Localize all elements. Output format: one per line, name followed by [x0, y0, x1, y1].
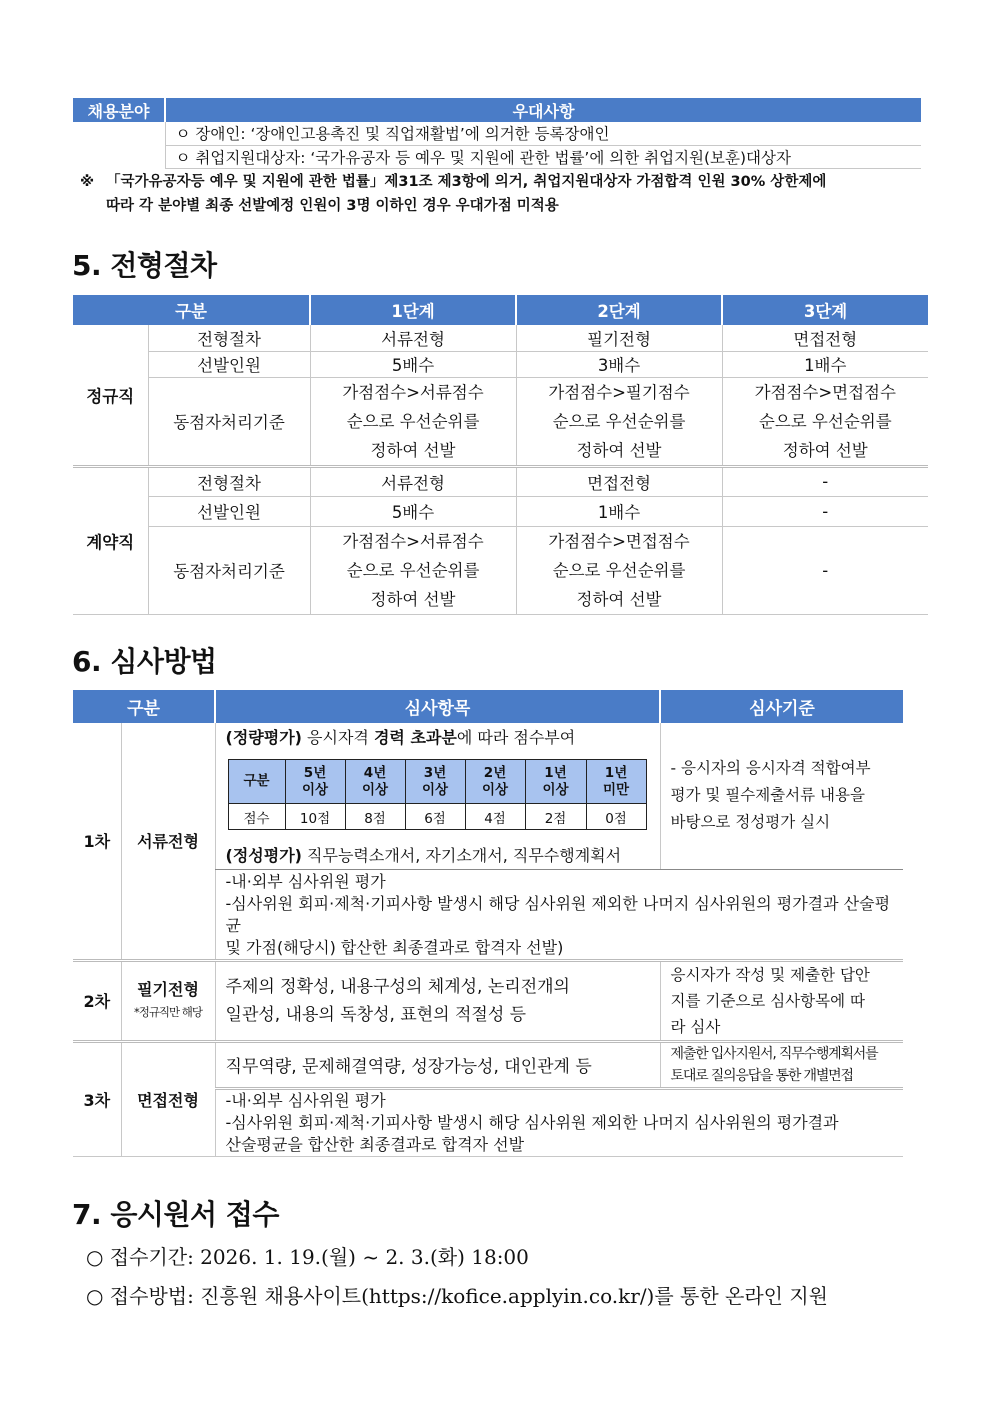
contract-row-count-label: 선발인원 — [148, 496, 310, 526]
s5-header-category: 구분 — [73, 295, 310, 325]
regular-process-stage2: 필기전형 — [516, 325, 722, 351]
preference-table — [73, 98, 921, 169]
stage2-name-cell — [121, 960, 215, 1041]
stage1-qual-line — [226, 843, 622, 866]
stage3-notes — [215, 1088, 903, 1156]
score-header-under1y: 1년 미만 — [586, 760, 646, 804]
stage3-num: 3차 — [73, 1041, 121, 1156]
score-4y: 8점 — [345, 804, 405, 830]
s6-header-category: 구분 — [73, 690, 215, 723]
stage2-criteria: 응시자가 작성 및 제출한 답안 지를 기준으로 심사항목에 따 라 심사 — [660, 960, 903, 1041]
stage1-quant-line — [226, 725, 576, 748]
contract-process-stage1: 서류전형 — [310, 466, 516, 496]
score-5y: 10점 — [285, 804, 345, 830]
contract-count-stage3: - — [722, 496, 928, 526]
stage3-note1: -내·외부 심사위원 평가 — [225, 1090, 386, 1110]
contract-count-stage2: 1배수 — [516, 496, 722, 526]
stage3-note3: 산술평균을 합산한 최종결과로 합격자 선발 — [225, 1134, 525, 1154]
s5-header-stage2: 2단계 — [516, 295, 722, 325]
contract-tie-stage1: 가점점수>서류점수 순으로 우선순위를 정하여 선발 — [310, 526, 516, 614]
stage3-note2: -심사위원 회피·제척·기피사항 발생시 해당 심사위원 제외한 나머지 심사위원의 평가결과 — [225, 1112, 839, 1132]
stage1-quant-prefix: (정량평가) — [225, 728, 302, 747]
stage1-note3: 및 가점(해당시) 합산한 최종결과로 합격자 선발) — [225, 937, 564, 957]
score-1y: 2점 — [525, 804, 586, 830]
application-method: ○ 접수방법: 진흥원 채용사이트(https://kofice.applyin.co.kr/)를 통한 온라인 지원 — [86, 1284, 828, 1308]
contract-row-process-label: 전형절차 — [148, 466, 310, 496]
s6-header-items: 심사항목 — [215, 690, 660, 723]
regular-row-process-label: 전형절차 — [148, 325, 310, 351]
score-header-4y: 4년 이상 — [345, 760, 405, 804]
score-header-category: 구분 — [228, 760, 285, 804]
stage1-num: 1차 — [73, 723, 121, 960]
regular-row-count-label: 선발인원 — [148, 351, 310, 377]
regular-tie-stage1: 가점점수>서류점수 순으로 우선순위를 정하여 선발 — [310, 377, 516, 466]
score-header-3y: 3년 이상 — [405, 760, 465, 804]
pref-note-mark: ※ — [80, 174, 95, 190]
selection-process-table — [73, 295, 928, 615]
stage2-name: 필기전형 — [137, 979, 199, 999]
score-3y: 6점 — [405, 804, 465, 830]
pref-header-field: 채용분야 — [73, 98, 165, 122]
score-under1y: 0점 — [586, 804, 646, 830]
section5-title: 5. 전형절차 — [72, 249, 217, 282]
score-header-1y: 1년 이상 — [525, 760, 586, 804]
regular-row-tie-label: 동점자처리기준 — [148, 377, 310, 466]
stage1-note2: -심사위원 회피·제척·기피사항 발생시 해당 심사위원 제외한 나머지 심사위원의 평가결과 산술평균 — [225, 893, 891, 935]
s6-header-criteria: 심사기준 — [660, 690, 903, 723]
pref-field-cell — [73, 122, 165, 168]
s5-header-stage3: 3단계 — [722, 295, 928, 325]
stage1-criteria: - 응시자의 응시자격 적합여부 평가 및 필수제출서류 내용을 바탕으로 정성평가 실시 — [660, 723, 903, 869]
application-period: ○ 접수기간: 2026. 1. 19.(월) ~ 2. 3.(화) 18:00 — [86, 1245, 529, 1269]
score-row-label: 점수 — [228, 804, 285, 830]
stage1-quant-bold: 경력 초과분 — [373, 728, 457, 747]
score-header-5y: 5년 이상 — [285, 760, 345, 804]
pref-note-line1: 「국가유공자등 예우 및 지원에 관한 법률」제31조 제3항에 의거, 취업지원대상자 가점합격 인원 30% 상한제에 — [106, 174, 827, 190]
contract-tie-stage2: 가점점수>면접점수 순으로 우선순위를 정하여 선발 — [516, 526, 722, 614]
stage3-items: 직무역량, 문제해결역량, 성장가능성, 대인관계 등 — [215, 1041, 660, 1088]
section6-title: 6. 심사방법 — [72, 645, 217, 678]
evaluation-method-table — [73, 690, 903, 1157]
pref-note-line2: 따라 각 분야별 최종 선발예정 인원이 3명 이하인 경우 우대가점 미적용 — [106, 198, 559, 214]
stage2-sub: *정규직만 해당 — [133, 1004, 203, 1019]
pref-item-veterans: ㅇ 취업지원대상자: ‘국가유공자 등 예우 및 지원에 관한 법률’에 의한 취업지원(보훈)대상자 — [165, 145, 921, 168]
contract-tie-stage3: - — [722, 526, 928, 614]
regular-count-stage1: 5배수 — [310, 351, 516, 377]
stage1-qual-text: 직무능력소개서, 자기소개서, 직무수행계획서 — [301, 846, 622, 865]
pref-item-disabled: ㅇ 장애인: ‘장애인고용촉진 및 직업재활법’에 의거한 등록장애인 — [165, 122, 921, 145]
regular-process-stage3: 면접전형 — [722, 325, 928, 351]
regular-tie-stage2: 가점점수>필기점수 순으로 우선순위를 정하여 선발 — [516, 377, 722, 466]
score-2y: 4점 — [465, 804, 525, 830]
stage1-quant-mid2: 에 따라 점수부여 — [456, 728, 576, 747]
score-header-2y: 2년 이상 — [465, 760, 525, 804]
contract-process-stage2: 면접전형 — [516, 466, 722, 496]
regular-tie-stage3: 가점점수>면접점수 순으로 우선순위를 정하여 선발 — [722, 377, 928, 466]
stage1-qual-prefix: (정성평가) — [225, 846, 302, 865]
contract-count-stage1: 5배수 — [310, 496, 516, 526]
stage3-criteria: 제출한 입사지원서, 직무수행계획서를 토대로 질의응답을 통한 개별면접 — [660, 1041, 903, 1088]
stage3-name: 면접전형 — [121, 1041, 215, 1156]
stage1-quant-mid1: 응시자격 — [301, 728, 374, 747]
pref-header-items: 우대사항 — [165, 98, 921, 122]
stage1-name: 서류전형 — [121, 723, 215, 960]
regular-count-stage3: 1배수 — [722, 351, 928, 377]
regular-count-stage2: 3배수 — [516, 351, 722, 377]
stage1-notes — [215, 869, 903, 960]
regular-process-stage1: 서류전형 — [310, 325, 516, 351]
contract-label: 계약직 — [73, 466, 148, 614]
stage1-items-cell — [215, 723, 660, 869]
s5-header-stage1: 1단계 — [310, 295, 516, 325]
score-table — [228, 759, 647, 830]
regular-label: 정규직 — [73, 325, 148, 466]
contract-row-tie-label: 동점자처리기준 — [148, 526, 310, 614]
stage1-note1: -내·외부 심사위원 평가 — [225, 871, 386, 891]
stage2-num: 2차 — [73, 960, 121, 1041]
stage2-items: 주제의 정확성, 내용구성의 체계성, 논리전개의 일관성, 내용의 독창성, 표현의 적절성 등 — [215, 960, 660, 1041]
section7-title: 7. 응시원서 접수 — [72, 1198, 279, 1231]
contract-process-stage3: - — [722, 466, 928, 496]
